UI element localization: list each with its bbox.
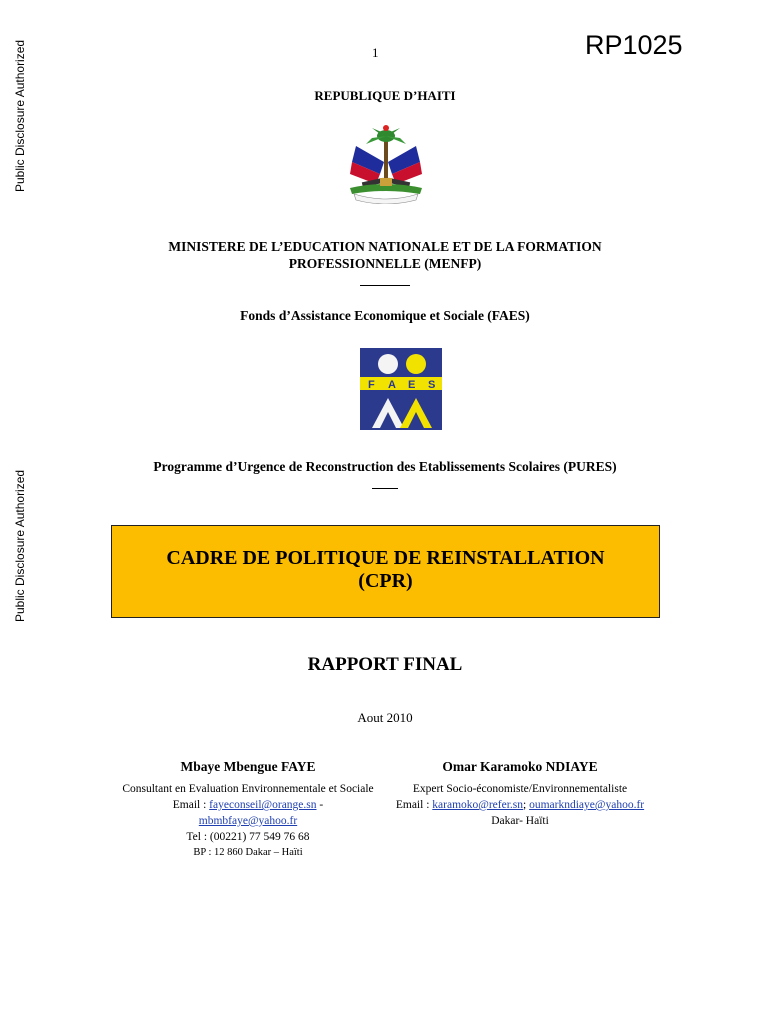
document-title: [111, 547, 660, 593]
author-block-2: [380, 759, 660, 829]
email-link[interactable]: fayeconseil@orange.sn: [209, 799, 317, 811]
document-title-line-1: CADRE DE POLITIQUE DE REINSTALLATION: [166, 547, 605, 569]
email-link[interactable]: oumarkndiaye@yahoo.fr: [529, 799, 645, 811]
ministry-line-1: MINISTERE DE L’EDUCATION NATIONALE ET DE LA FORMATION: [168, 239, 602, 254]
disclosure-label-bottom: Public Disclosure Authorized: [13, 469, 27, 622]
ministry-name: [110, 238, 660, 272]
faes-logo-letter: E: [408, 379, 416, 391]
disclosure-label-top: Public Disclosure Authorized: [13, 39, 27, 192]
author-address: BP : 12 860 Dakar – Haïti: [193, 847, 303, 858]
author-name: Mbaye Mbengue FAYE: [180, 759, 316, 774]
author-phone: Tel : (00221) 77 549 76 68: [186, 831, 310, 843]
author-role: Expert Socio-économiste/Environnementaliste: [412, 783, 628, 795]
author-email-line: [108, 797, 388, 813]
email-link[interactable]: mbmbfaye@yahoo.fr: [198, 815, 298, 827]
author-location: Dakar- Haïti: [491, 815, 549, 827]
author-block-1: [108, 759, 388, 860]
email-label: Email :: [395, 799, 433, 811]
faes-logo-letter: S: [428, 379, 436, 391]
fund-name: Fonds d’Assistance Economique et Sociale (FAES): [240, 308, 530, 323]
email-label: Email :: [172, 799, 210, 811]
programme-name: Programme d’Urgence de Reconstruction des Etablissements Scolaires (PURES): [153, 459, 617, 474]
faes-logo: [360, 348, 442, 430]
separator-rule: [360, 285, 410, 286]
email-separator: -: [316, 799, 324, 811]
ministry-line-2: PROFESSIONNELLE (MENFP): [288, 256, 482, 271]
republic-heading: REPUBLIQUE D’HAITI: [314, 88, 456, 103]
document-title-line-2: (CPR): [358, 570, 413, 592]
report-type: RAPPORT FINAL: [307, 654, 463, 675]
faes-logo-letter: A: [388, 379, 396, 391]
author-email-line-2: [108, 813, 388, 829]
haiti-coat-of-arms-emblem: [336, 122, 436, 204]
separator-rule: [372, 488, 398, 489]
author-role: Consultant en Evaluation Environnementale et Sociale: [122, 783, 374, 795]
document-code: RP1025: [585, 30, 683, 60]
author-email-line: [380, 797, 660, 813]
email-link[interactable]: karamoko@refer.sn: [432, 799, 524, 811]
author-name: Omar Karamoko NDIAYE: [442, 759, 598, 774]
page-number: 1: [372, 45, 379, 60]
faes-logo-letter: F: [368, 379, 375, 391]
report-date: Aout 2010: [357, 710, 413, 725]
email-separator: ;: [523, 799, 530, 811]
